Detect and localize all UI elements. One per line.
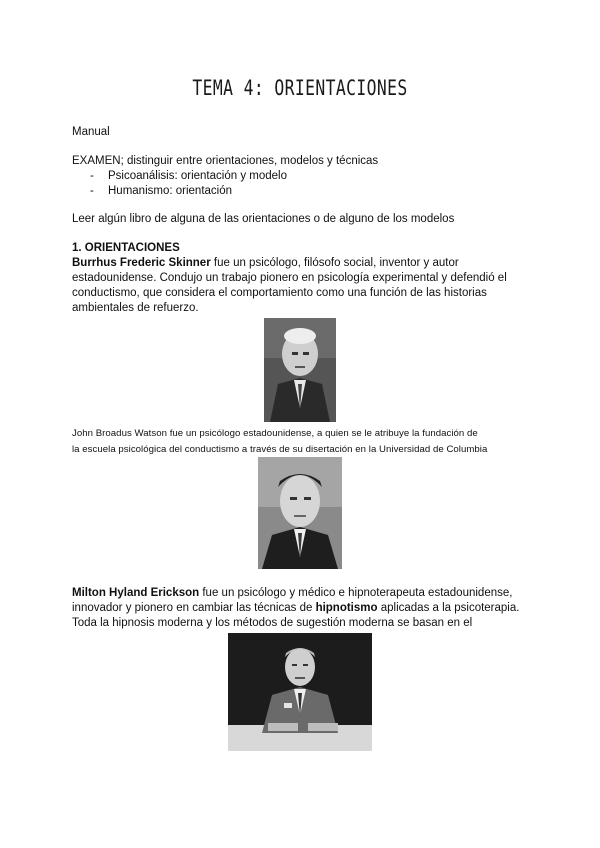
manual-label: Manual [72,126,110,138]
skinner-name: Burrhus Frederic Skinner [72,257,211,269]
skinner-text: fue un psicólogo, filósofo social, inventor y autor [210,257,459,269]
erickson-text: aplicadas a la psicoterapia. [377,602,520,614]
erickson-name: Milton Hyland Erickson [72,587,200,599]
skinner-paragraph-line [72,256,459,272]
page-title: TEMA 4: ORIENTACIONES [192,76,408,100]
watson-caption-line: la escuela psicológica del conductismo a través de su disertación en la Universidad de Columbia [72,444,488,455]
erickson-text: fue un psicólogo y médico e hipnoterapeuta estadounidense, [199,587,513,599]
erickson-paragraph-line [72,601,519,617]
erickson-paragraph-line: Toda la hipnosis moderna y los métodos de sugestión moderna se basan en el [72,617,473,629]
bullet-item [90,169,287,185]
reading-line: Leer algún libro de alguna de las orientaciones o de alguno de los modelos [72,213,455,225]
hypnotism-term: hipnotismo [315,602,378,614]
bullet-text: Humanismo: orientación [108,185,233,197]
watson-photo [258,457,342,569]
erickson-paragraph-line [72,586,512,602]
bullet-item [90,184,232,200]
watson-caption-line: John Broadus Watson fue un psicólogo estadounidense, a quien se le atribuye la fundación de [72,428,478,439]
skinner-paragraph-line: conductismo, que considera el comportamiento como una función de las historias [72,287,487,299]
bullet-text: Psicoanálisis: orientación y modelo [108,170,287,182]
bullet-dash: - [90,185,94,197]
section-heading: 1. ORIENTACIONES [72,242,180,254]
skinner-photo [264,318,336,422]
skinner-paragraph-line: ambientales de refuerzo. [72,302,199,314]
erickson-text: innovador y pionero en cambiar las técnicas de [72,602,316,614]
erickson-photo [228,633,372,751]
exam-line: EXAMEN; distinguir entre orientaciones, modelos y técnicas [72,155,379,167]
skinner-paragraph-line: estadounidense. Condujo un trabajo pionero en psicología experimental y defendió el [72,272,507,284]
bullet-dash: - [90,170,94,182]
